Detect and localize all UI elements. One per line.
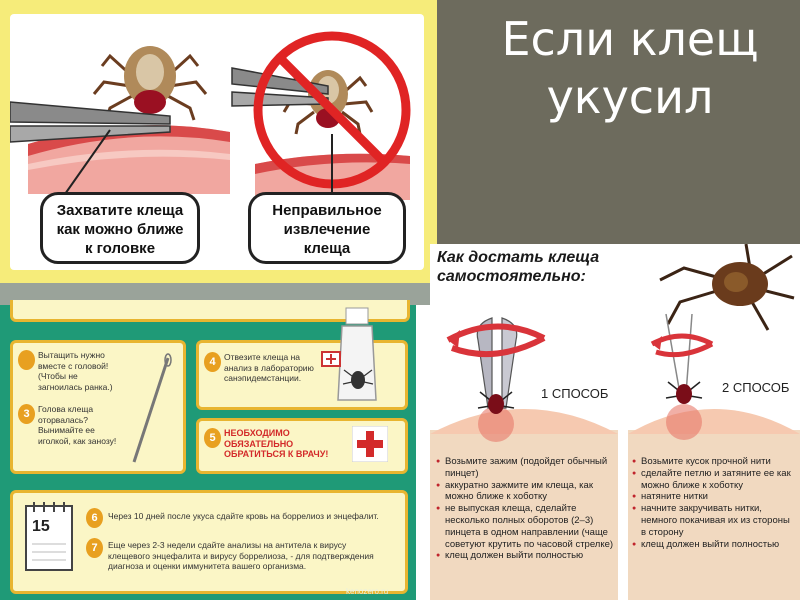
step-6-badge: 6 bbox=[86, 508, 103, 528]
calendar-icon bbox=[24, 500, 76, 574]
method-2-step: ● натяните нитки bbox=[632, 491, 796, 503]
step-6-text: Через 10 дней после укуса сдайте кровь на боррелиоз и энцефалит. bbox=[108, 511, 379, 521]
medical-cross-icon bbox=[352, 426, 388, 462]
step-3-badge: 3 bbox=[18, 404, 35, 424]
step-head-text: Вытащить нужно вместе с головой! (Чтобы не загноилась ранка.) bbox=[38, 350, 113, 392]
methods-heading: Как достать клеща самостоятельно: bbox=[437, 249, 600, 285]
method-2-step: ● Возьмите кусок прочной нити bbox=[632, 456, 796, 468]
calendar-day: 15 bbox=[32, 518, 50, 535]
step-3-text: Голова клеща оторвалась? Вынимайте ее иголкой, как занозу! bbox=[38, 404, 117, 446]
watermark: kenozero.ru bbox=[346, 587, 389, 596]
step-4-text: Отвезите клеща на анализ в лабораторию санэпидемстанции. bbox=[224, 352, 314, 383]
step-7-text: Еще через 2-3 недели сдайте анализы на антитела к вирусу клещевого энцефалита и вирусу боррелиоза, - для подтверждения диагноза и оценки иммунитета вашего организма. bbox=[108, 540, 374, 571]
method-2-steps bbox=[632, 456, 796, 550]
step-5-text: НЕОБХОДИМО ОБЯЗАТЕЛЬНО ОБРАТИТЬСЯ К ВРАЧУ! bbox=[224, 428, 329, 459]
step-7-badge: 7 bbox=[86, 538, 103, 558]
method-1-step: ● аккуратно зажмите им клеща, как можно ближе к хоботку bbox=[436, 480, 618, 504]
step-4-badge: 4 bbox=[204, 352, 221, 372]
method-2-label: 2 СПОСОБ bbox=[722, 380, 790, 395]
laboratory-icon bbox=[318, 304, 398, 408]
method-1-step: ● не выпуская клеща, сделайте несколько полных оборотов (2–3) пинцета в одном направлении (чаще советуют крутить по часовой стрелке) bbox=[436, 503, 618, 550]
step-number-badge bbox=[18, 350, 35, 370]
method-2-step: ● клещ должен выйти полностью bbox=[632, 539, 796, 551]
caption-correct-grip bbox=[40, 192, 200, 264]
method-1-step: ● клещ должен выйти полностью bbox=[436, 550, 618, 562]
needle-icon bbox=[120, 350, 180, 470]
caption-correct-text: Захватите клеща как можно ближе к головке bbox=[56, 202, 184, 257]
method-1-steps bbox=[436, 456, 618, 562]
caption-incorrect-text: Неправильное извлечение клеща bbox=[272, 202, 382, 257]
method-1-label: 1 СПОСОБ bbox=[541, 386, 609, 401]
method-1-step: ● Возьмите зажим (подойдет обычный пинцет) bbox=[436, 456, 618, 480]
slide-title: Если клещ укусил bbox=[501, 12, 759, 124]
step-5-badge: 5 bbox=[204, 428, 221, 448]
method-2-step: ● начните закручивать нитки, немного покачивая их из стороны в сторону bbox=[632, 503, 796, 538]
caption-incorrect-grip bbox=[248, 192, 406, 264]
method-2-step: ● сделайте петлю и затяните ее как можно ближе к хоботку bbox=[632, 468, 796, 492]
